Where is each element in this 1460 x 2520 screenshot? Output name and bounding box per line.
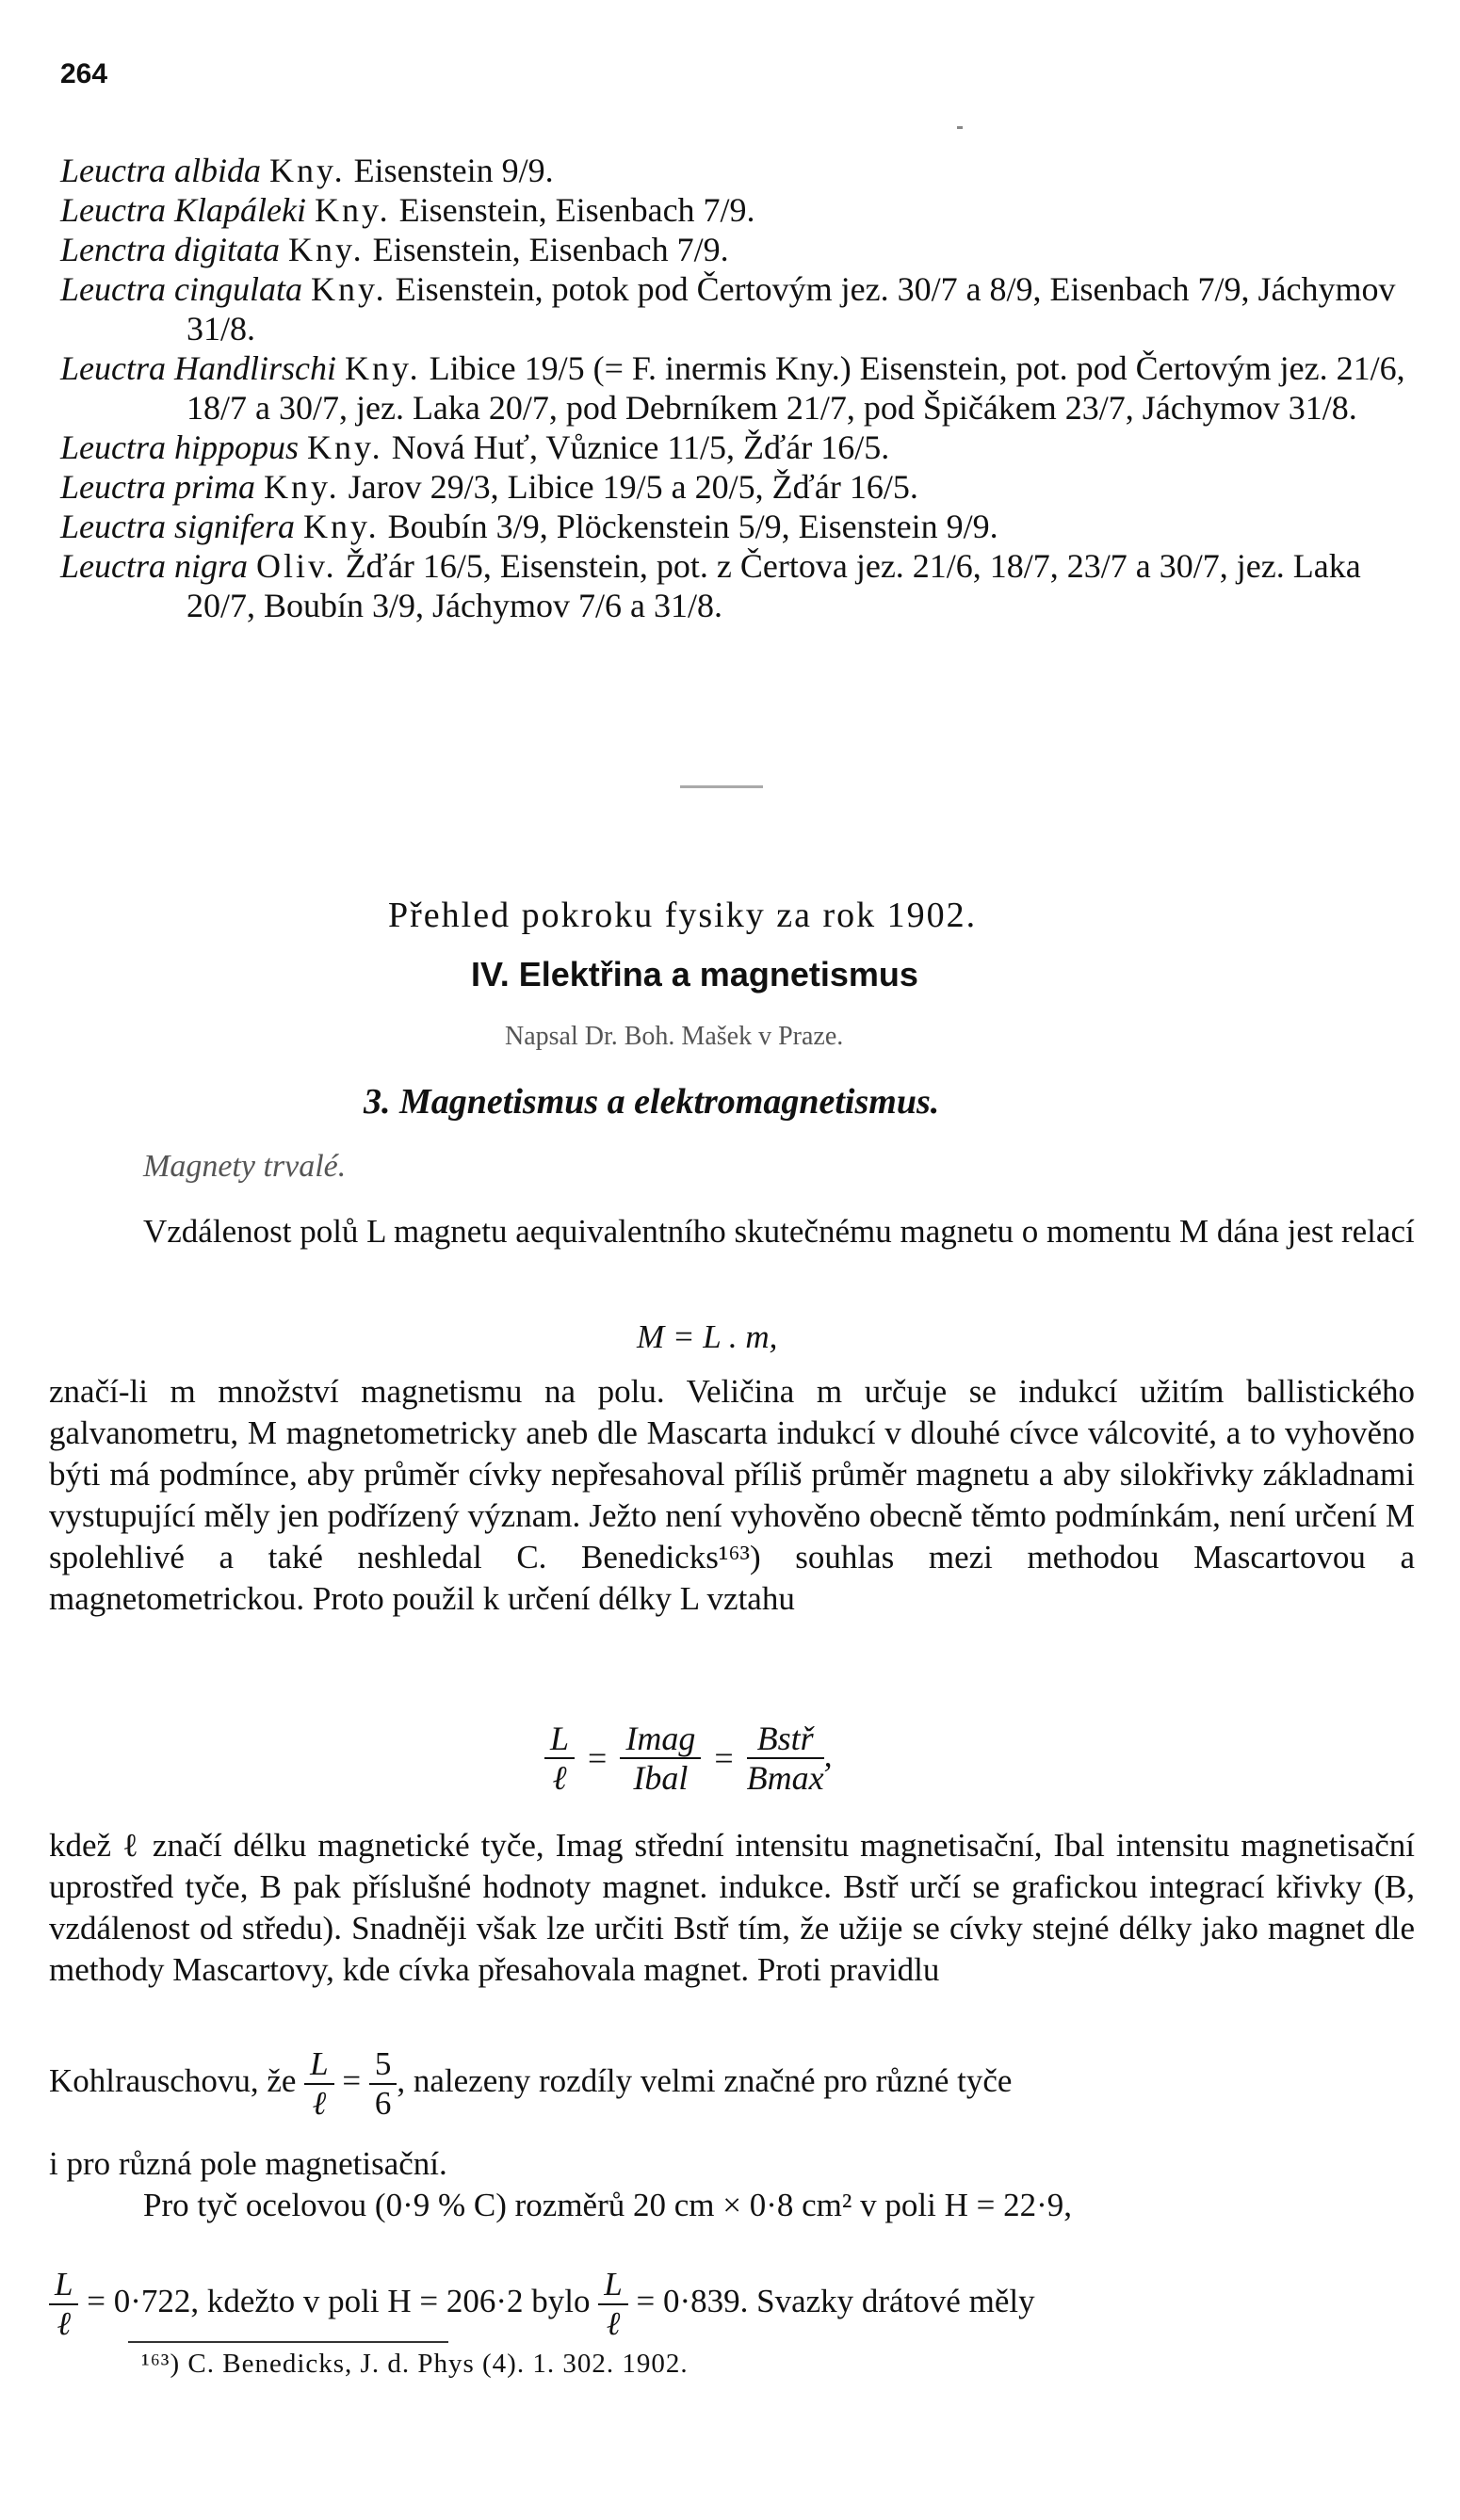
ratio-l <box>304 2045 333 2123</box>
part-heading: IV. Elektřina a magnetismus <box>471 955 918 993</box>
ratio-l <box>598 2266 627 2343</box>
text-line: Pro tyč ocelovou (0·9 % C) rozměrů 20 cm × 0·8 cm² v poli H = 22·9, <box>143 2187 1073 2223</box>
page-number: 264 <box>60 58 108 89</box>
species-records: Eisenstein, potok pod Čertovým jez. 30/7 a 8/9, Eisenbach 7/9, Jáchymov 31/8. <box>187 270 1396 347</box>
species-entry <box>60 348 1417 428</box>
species-author: Kny. <box>303 508 380 545</box>
fraction-numerator: L <box>49 2266 78 2305</box>
species-name: Leuctra prima <box>60 468 255 506</box>
species-author: Kny. <box>269 152 346 189</box>
footnote-rule <box>128 2341 448 2343</box>
paragraph-5 <box>49 2266 1415 2343</box>
species-records: Žďár 16/5, Eisenstein, pot. z Čertova jez. 21/6, 18/7, 23/7 a 30/7, jez. Laka 20/7, Boubín 3/9, Jáchymov 7/6 a 31/8. <box>187 547 1361 624</box>
fraction-right <box>747 1720 824 1797</box>
species-name: Leuctra Klapáleki <box>60 191 306 229</box>
species-records: Eisenstein, Eisenbach 7/9. <box>398 191 755 229</box>
species-entry <box>60 467 1417 507</box>
species-author: Kny. <box>310 270 387 308</box>
species-records: Jarov 29/3, Libice 19/5 a 20/5, Žďár 16/5. <box>348 468 918 506</box>
fraction-numerator: 5 <box>369 2045 397 2085</box>
comma: , <box>823 1736 833 1774</box>
text-span: = 0·839. Svazky drátové měly <box>636 2283 1035 2320</box>
fraction-numerator: L <box>544 1720 575 1759</box>
species-name: Leuctra cingulata <box>60 270 302 308</box>
paragraph-4 <box>49 2143 1415 2226</box>
species-entry <box>60 428 1417 467</box>
species-name: Leuctra signifera <box>60 508 295 545</box>
text-span: , nalezeny rozdíly velmi značné pro různé tyče <box>397 2062 1013 2100</box>
species-name: Lenctra digitata <box>60 231 280 268</box>
species-records: Eisenstein 9/9. <box>353 152 554 189</box>
species-entry <box>60 507 1417 546</box>
species-entry <box>60 269 1417 348</box>
fraction-denominator: Bmax <box>746 1759 824 1797</box>
fraction-left <box>544 1720 575 1797</box>
ratio-l <box>49 2266 78 2343</box>
species-entry <box>60 546 1417 625</box>
subsection-heading: Magnety trvalé. <box>143 1149 347 1184</box>
section-heading: 3. Magnetismus a elektromagnetismus. <box>364 1082 940 1122</box>
paragraph-3: kdež ℓ značí délku magnetické tyče, Imag střední intensitu magnetisační, Ibal intensitu magnetisační uprostřed tyče, B pak příslušné hodnoty magnet. indukce. Bstř určí se grafickou integrací křivky (B, vzdálenost od středu). Snadněji však lze určiti Bstř tím, že užije se cívky stejné délky jako magnet dle methody Mascartovy, kde cívka přesahovala magnet. Proti pravidlu <box>49 1827 1415 1988</box>
kohlrausch-line <box>49 2045 1415 2123</box>
equals-sign: = <box>714 1739 734 1777</box>
fraction-denominator: ℓ <box>606 2305 621 2342</box>
margin-mark <box>957 126 963 129</box>
species-name: Leuctra albida <box>60 152 261 189</box>
species-name: Leuctra nigra <box>60 547 249 585</box>
fraction-denominator: ℓ <box>552 1759 567 1797</box>
ratio-value <box>369 2045 397 2123</box>
byline: Napsal Dr. Boh. Mašek v Praze. <box>505 1022 844 1051</box>
footnote: ¹⁶³) C. Benedicks, J. d. Phys (4). 1. 302. 1902. <box>141 2349 689 2379</box>
species-records: Libice 19/5 (= F. inermis Kny.) Eisenstein, pot. pod Čertovým jez. 21/6, 18/7 a 30/7, jez. Laka 20/7, pod Debrníkem 21/7, pod Špičákem 23/7, Jáchymov 31/8. <box>187 349 1405 427</box>
species-author: Kny. <box>307 428 383 466</box>
species-name: Leuctra hippopus <box>60 428 300 466</box>
species-name: Leuctra Handlirschi <box>60 349 336 387</box>
section-separator <box>680 785 763 788</box>
fraction-numerator: L <box>304 2045 333 2085</box>
fraction-middle <box>620 1720 701 1797</box>
equation-2 <box>544 1720 833 1797</box>
article-title: Přehled pokroku fysiky za rok 1902. <box>388 896 978 935</box>
species-author: Kny. <box>288 231 365 268</box>
equals-sign: = <box>342 2062 362 2100</box>
species-list <box>60 151 1417 625</box>
text-line: i pro různá pole magnetisační. <box>49 2145 447 2182</box>
species-records: Boubín 3/9, Plöckenstein 5/9, Eisenstein 9/9. <box>387 508 998 545</box>
fraction-numerator: L <box>598 2266 627 2305</box>
text-span: Kohlrauschovu, že <box>49 2062 297 2100</box>
species-author: Kny. <box>345 349 421 387</box>
fraction-numerator: Bstř <box>747 1720 824 1759</box>
species-records: Nová Huť, Vůznice 11/5, Žďár 16/5. <box>391 428 890 466</box>
text-span: = 0·722, kdežto v poli H = 206·2 bylo <box>87 2283 591 2320</box>
fraction-denominator: 6 <box>374 2085 392 2122</box>
fraction-numerator: Imag <box>620 1720 701 1759</box>
species-author: Kny. <box>314 191 391 229</box>
paragraph-1: Vzdálenost polů L magnetu aequivalentního skutečnému magnetu o momentu M dána jest relací <box>143 1213 1415 1250</box>
equation-1: M = L . m, <box>637 1318 778 1355</box>
fraction-denominator: Ibal <box>633 1759 689 1797</box>
species-entry <box>60 230 1417 269</box>
fraction-denominator: ℓ <box>312 2085 327 2122</box>
species-entry <box>60 190 1417 230</box>
species-entry <box>60 151 1417 190</box>
species-author: Kny. <box>264 468 340 506</box>
paragraph-2: značí-li m množství magnetismu na polu. Veličina m určuje se indukcí užitím ballistického galvanometru, M magnetometricky aneb dle Mascarta indukcí v dlouhé cívce válcovité, a to vyhověno býti má podmínce, aby průměr cívky nepřesahoval příliš průměr magnetu a aby silokřivky základnami vystupující měly jen podřízený význam. Ježto není vyhověno obecně těmto podmínkám, není určení M spolehlivé a také neshledal C. Benedicks¹⁶³) souhlas mezi methodou Mascartovou a magnetometrickou. Proto použil k určení délky L vztahu <box>49 1373 1415 1617</box>
species-author: Oliv. <box>256 547 337 585</box>
equals-sign: = <box>588 1739 608 1777</box>
fraction-denominator: ℓ <box>57 2305 72 2342</box>
species-records: Eisenstein, Eisenbach 7/9. <box>372 231 729 268</box>
